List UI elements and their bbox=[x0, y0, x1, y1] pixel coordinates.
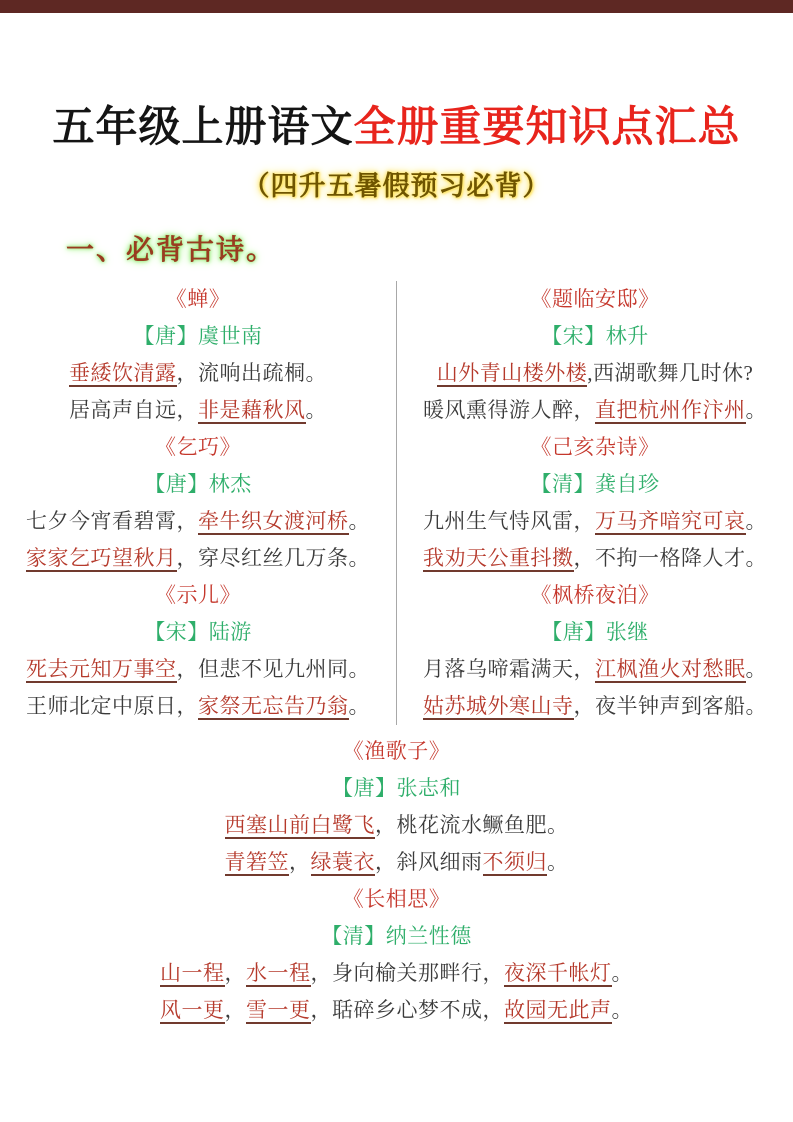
verse-line bbox=[0, 688, 396, 725]
verse-text: ，穿尽红丝几万条。 bbox=[176, 546, 370, 570]
poem bbox=[0, 881, 793, 1029]
verse-line bbox=[397, 355, 793, 392]
verse-highlight: 江枫渔火对愁眠 bbox=[595, 657, 746, 681]
verse-text: ，夜半钟声到客船。 bbox=[573, 694, 767, 718]
poem-author: 【唐】张继 bbox=[541, 620, 649, 644]
verse-line bbox=[0, 355, 396, 392]
page-title bbox=[0, 0, 793, 153]
verse-text: 。 bbox=[348, 694, 370, 718]
verse-text: 。 bbox=[745, 509, 767, 533]
verse-highlight: 我劝天公重抖擞 bbox=[423, 546, 574, 570]
poem-title: 《长相思》 bbox=[342, 887, 451, 911]
verse-text: 月落乌啼霜满天， bbox=[423, 657, 595, 681]
poem bbox=[0, 281, 396, 429]
verse-highlight: 山一程 bbox=[160, 961, 225, 985]
poem-author: 【宋】林升 bbox=[541, 324, 649, 348]
verse-text: 。 bbox=[745, 657, 767, 681]
verse-text: ，桃花流水鳜鱼肥。 bbox=[375, 813, 569, 837]
verse-text: ，不拘一格降人才。 bbox=[573, 546, 767, 570]
section-heading: 一、必背古诗。 bbox=[66, 235, 277, 266]
verse-line bbox=[0, 955, 793, 992]
verse-line bbox=[0, 503, 396, 540]
verse-text: ，斜风细雨 bbox=[375, 850, 483, 874]
verse-text: ，聒碎乡心梦不成， bbox=[310, 998, 504, 1022]
verse-text: 。 bbox=[611, 961, 633, 985]
verse-highlight: 绿蓑衣 bbox=[310, 850, 375, 874]
verse-highlight: 西塞山前白鹭飞 bbox=[224, 813, 375, 837]
poem-title: 《示儿》 bbox=[155, 583, 241, 607]
verse-line bbox=[0, 992, 793, 1029]
poem-title: 《己亥杂诗》 bbox=[530, 435, 660, 459]
verse-highlight: 直把杭州作汴州 bbox=[595, 398, 746, 422]
verse-highlight: 万马齐喑究可哀 bbox=[595, 509, 746, 533]
verse-text: 。 bbox=[348, 509, 370, 533]
poem-column-right bbox=[397, 281, 793, 725]
verse-line bbox=[397, 651, 793, 688]
verse-text: 。 bbox=[745, 398, 767, 422]
poem-author: 【清】龚自珍 bbox=[530, 472, 660, 496]
verse-text: ， bbox=[289, 850, 311, 874]
poem bbox=[0, 429, 396, 577]
verse-line bbox=[397, 503, 793, 540]
verse-line bbox=[0, 651, 396, 688]
verse-text: ,西湖歌舞几时休? bbox=[587, 361, 754, 385]
verse-text: 七夕今宵看碧霄， bbox=[26, 509, 198, 533]
verse-highlight: 故园无此声 bbox=[504, 998, 612, 1022]
verse-highlight: 山外青山楼外楼 bbox=[436, 361, 588, 385]
verse-highlight: 家家乞巧望秋月 bbox=[26, 546, 177, 570]
verse-text: 居高声自远， bbox=[69, 398, 198, 422]
page-subtitle: （四升五暑假预习必背） bbox=[242, 171, 551, 201]
verse-text: 。 bbox=[305, 398, 327, 422]
verse-text: ，身向榆关那畔行， bbox=[310, 961, 504, 985]
verse-text: ，流响出疏桐。 bbox=[176, 361, 327, 385]
verse-text: ， bbox=[224, 998, 246, 1022]
verse-highlight: 雪一更 bbox=[246, 998, 311, 1022]
poem-title: 《题临安邸》 bbox=[530, 287, 660, 311]
poem-title: 《乞巧》 bbox=[155, 435, 241, 459]
poem bbox=[397, 429, 793, 577]
verse-highlight: 死去元知万事空 bbox=[26, 657, 177, 681]
verse-highlight: 非是藉秋风 bbox=[198, 398, 306, 422]
page-title-black-part: 五年级上册语文 bbox=[52, 103, 354, 150]
verse-text: 。 bbox=[547, 850, 569, 874]
verse-line bbox=[0, 844, 793, 881]
verse-highlight: 不须归 bbox=[482, 850, 547, 874]
poem-author: 【清】纳兰性德 bbox=[321, 924, 472, 948]
verse-line bbox=[0, 392, 396, 429]
page-title-red-part: 全册重要知识点汇总 bbox=[353, 103, 741, 150]
top-bar bbox=[0, 0, 793, 13]
verse-text: 九州生气恃风雷， bbox=[423, 509, 595, 533]
verse-highlight: 夜深千帐灯 bbox=[504, 961, 612, 985]
poem bbox=[397, 281, 793, 429]
verse-highlight: 青箬笠 bbox=[224, 850, 289, 874]
verse-line bbox=[397, 540, 793, 577]
poem-column-left bbox=[0, 281, 396, 725]
verse-highlight: 牵牛织女渡河桥 bbox=[198, 509, 349, 533]
poem bbox=[397, 577, 793, 725]
poem-title: 《枫桥夜泊》 bbox=[530, 583, 660, 607]
verse-highlight: 姑苏城外寒山寺 bbox=[423, 694, 574, 718]
poem-title: 《蝉》 bbox=[165, 287, 231, 311]
poem-author: 【唐】张志和 bbox=[332, 776, 461, 800]
poem bbox=[0, 577, 396, 725]
verse-text: 暖风熏得游人醉， bbox=[423, 398, 595, 422]
verse-text: ，但悲不见九州同。 bbox=[176, 657, 370, 681]
poem bbox=[0, 733, 793, 881]
verse-text: ， bbox=[224, 961, 246, 985]
verse-line bbox=[0, 540, 396, 577]
verse-highlight: 风一更 bbox=[160, 998, 225, 1022]
poem-author: 【唐】虞世南 bbox=[133, 324, 263, 348]
verse-highlight: 垂緌饮清露 bbox=[69, 361, 177, 385]
verse-text: 。 bbox=[611, 998, 633, 1022]
poem-section-bottom bbox=[0, 733, 793, 1029]
verse-highlight: 水一程 bbox=[246, 961, 311, 985]
poem-columns bbox=[0, 281, 793, 725]
verse-highlight: 家祭无忘告乃翁 bbox=[198, 694, 349, 718]
verse-text: 王师北定中原日， bbox=[26, 694, 198, 718]
verse-line bbox=[397, 392, 793, 429]
poem-author: 【宋】陆游 bbox=[144, 620, 252, 644]
poem-author: 【唐】林杰 bbox=[144, 472, 252, 496]
verse-line bbox=[0, 807, 793, 844]
poem-title: 《渔歌子》 bbox=[342, 739, 451, 763]
verse-line bbox=[397, 688, 793, 725]
